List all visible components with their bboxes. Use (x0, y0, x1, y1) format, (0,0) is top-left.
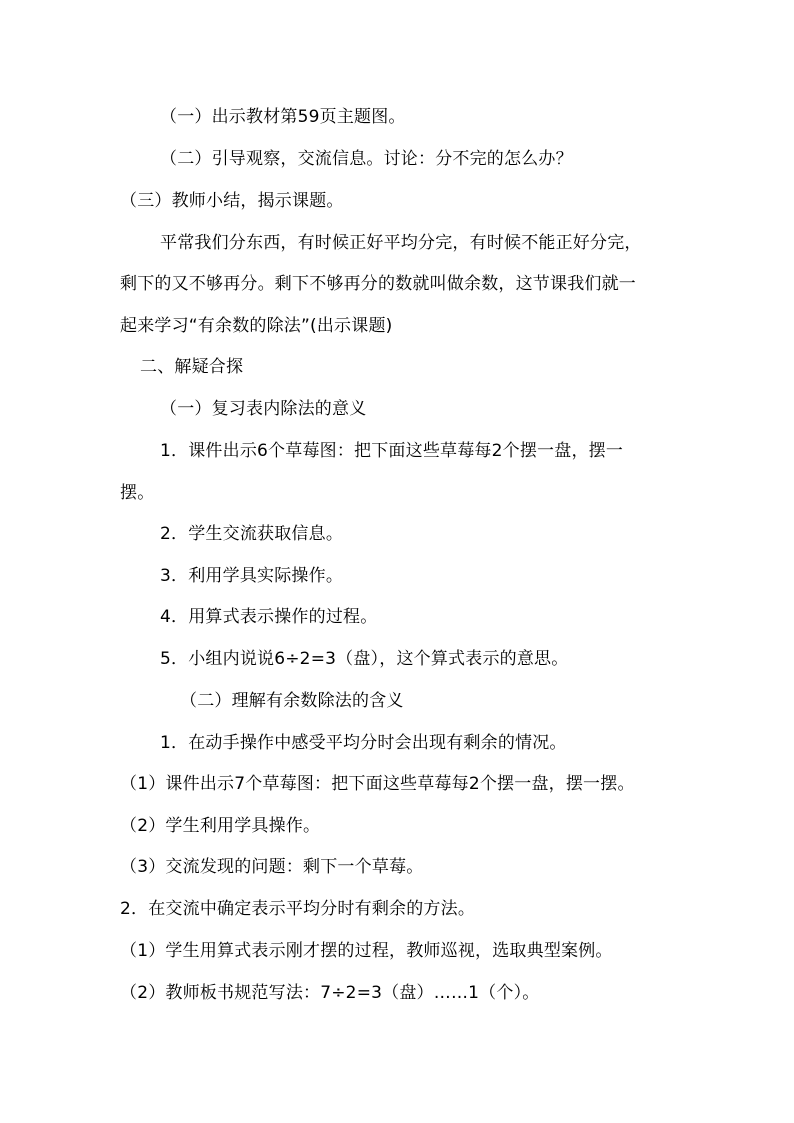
paragraph-line: 3．利用学具实际操作。 (160, 566, 344, 586)
paragraph-line: 平常我们分东西，有时候正好平均分完，有时候不能正好分完， (160, 233, 642, 253)
paragraph-line: （一）出示教材第59页主题图。 (160, 107, 406, 127)
paragraph-line: 2．学生交流获取信息。 (160, 524, 344, 544)
paragraph-line: 摆。 (120, 483, 155, 503)
paragraph-line: （1）课件出示7个草莓图：把下面这些草莓每2个摆一盘，摆一摆。 (120, 774, 635, 794)
subsection-heading: （二）理解有余数除法的含义 (180, 691, 404, 711)
paragraph-line: 剩下的又不够再分。剩下不够再分的数就叫做余数，这节课我们就一 (120, 274, 636, 294)
paragraph-line: （2）学生利用学具操作。 (120, 816, 321, 836)
section-heading: 二、解疑合探 (140, 357, 244, 377)
paragraph-line: 1．课件出示6个草莓图：把下面这些草莓每2个摆一盘，摆一 (160, 441, 624, 461)
paragraph-line: （3）交流发现的问题：剩下一个草莓。 (120, 857, 424, 877)
paragraph-line: 2．在交流中确定表示平均分时有剩余的方法。 (120, 899, 476, 919)
paragraph-line: （1）学生用算式表示刚才摆的过程，教师巡视，选取典型案例。 (120, 941, 613, 961)
subsection-heading: （一）复习表内除法的意义 (160, 399, 367, 419)
paragraph-line: 4．用算式表示操作的过程。 (160, 607, 378, 627)
paragraph-line: 5．小组内说说6÷2=3（盘），这个算式表示的意思。 (160, 649, 569, 669)
paragraph-line: 起来学习“有余数的除法”(出示课题) (120, 316, 393, 336)
paragraph-line: 1．在动手操作中感受平均分时会出现有剩余的情况。 (160, 733, 567, 753)
paragraph-line: （二）引导观察，交流信息。讨论：分不完的怎么办？ (160, 149, 573, 169)
paragraph-line: （2）教师板书规范写法：7÷2=3（盘）……1（个）。 (120, 983, 540, 1003)
paragraph-line: （三）教师小结，揭示课题。 (120, 191, 344, 211)
